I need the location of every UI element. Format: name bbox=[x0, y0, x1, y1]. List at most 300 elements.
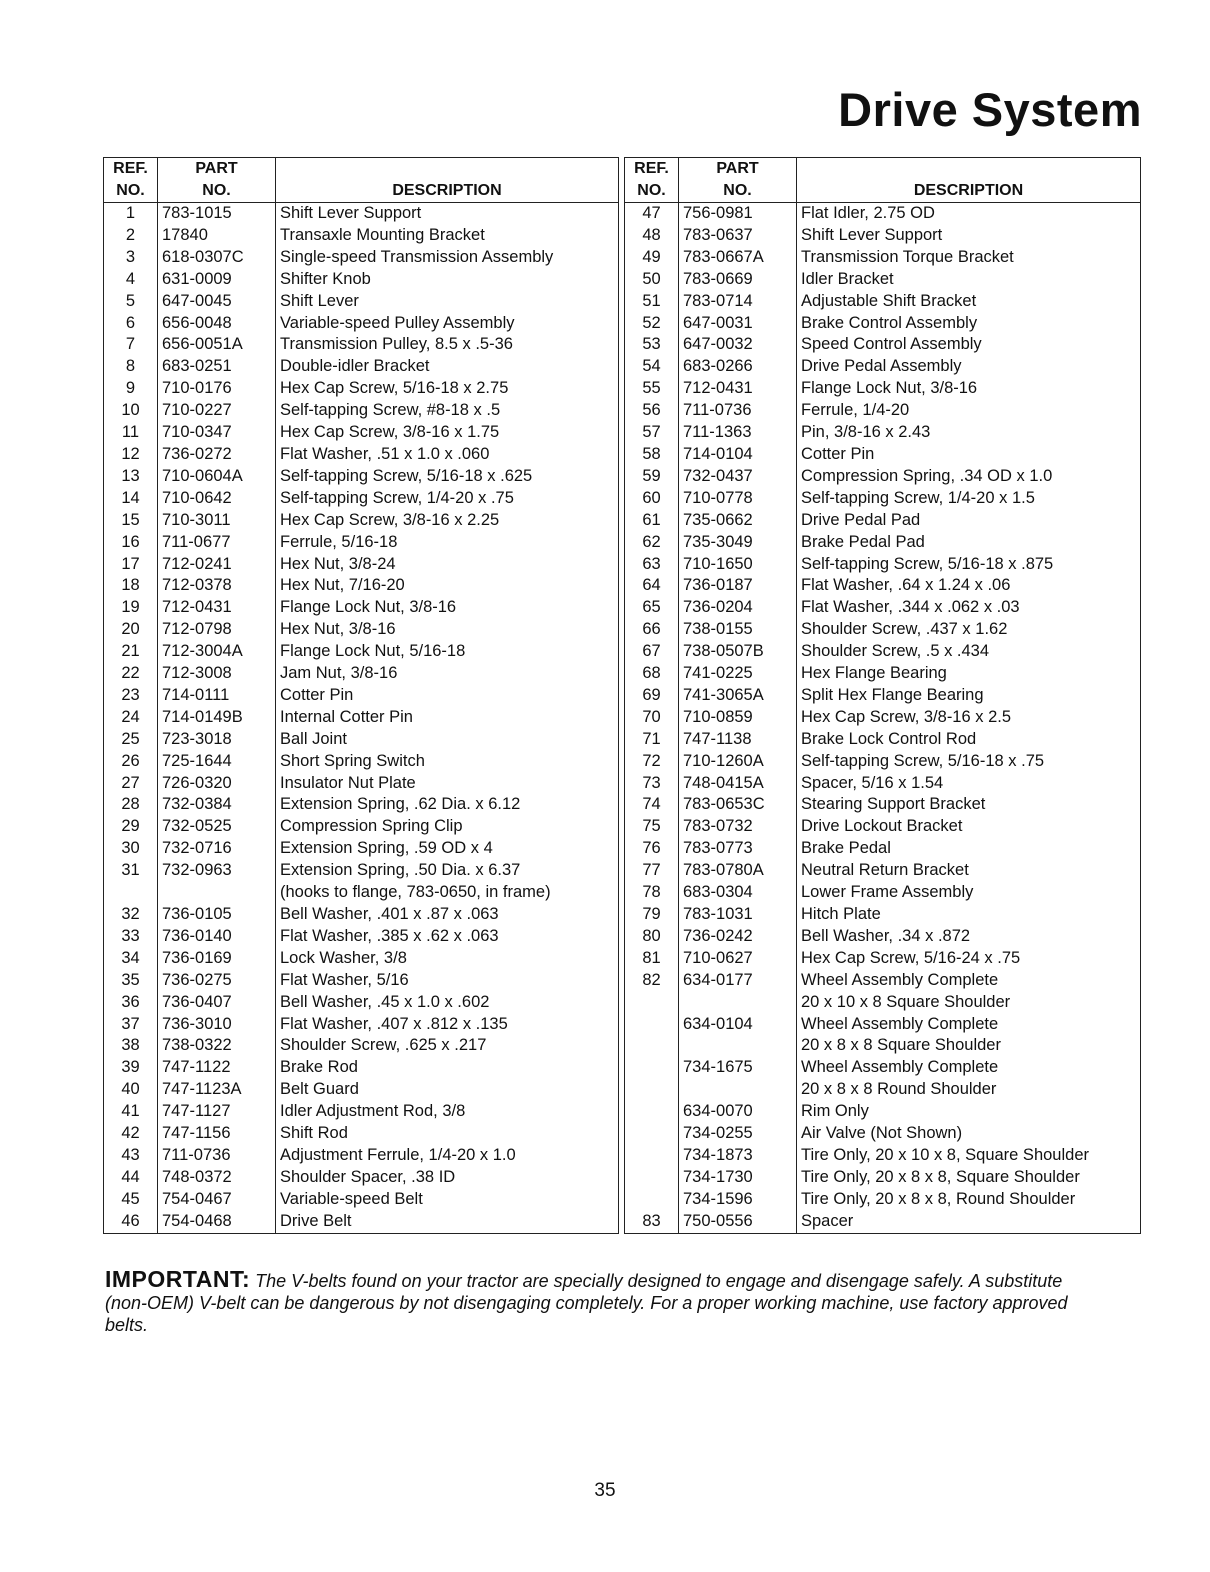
description-cell: Pin, 3/8-16 x 2.43 bbox=[797, 422, 1141, 444]
ref-cell: 54 bbox=[642, 357, 661, 376]
table-row bbox=[625, 225, 1141, 247]
table-row bbox=[625, 400, 1141, 422]
part-number-cell: 736-0187 bbox=[679, 575, 797, 597]
ref-cell: 63 bbox=[642, 554, 661, 573]
description-cell: Drive Pedal Assembly bbox=[797, 356, 1141, 378]
part-number-cell: 735-3049 bbox=[679, 532, 797, 554]
table-row bbox=[625, 882, 1141, 904]
part-number-cell: 712-0378 bbox=[158, 575, 276, 597]
ref-cell: 47 bbox=[642, 204, 661, 222]
part-number-cell: 710-0176 bbox=[158, 378, 276, 400]
page-number: 35 bbox=[594, 1480, 616, 1501]
description-cell: Tire Only, 20 x 10 x 8, Square Shoulder bbox=[797, 1145, 1141, 1167]
ref-cell: 20 bbox=[121, 620, 140, 639]
table-row bbox=[104, 794, 619, 816]
ref-cell: 3 bbox=[125, 247, 136, 266]
description-cell: Adjustment Ferrule, 1/4-20 x 1.0 bbox=[276, 1145, 619, 1167]
part-number-cell: 747-1138 bbox=[679, 729, 797, 751]
ref-cell: 25 bbox=[121, 729, 140, 748]
part-number-cell: 710-1260A bbox=[679, 751, 797, 773]
part-number-cell: 712-0431 bbox=[679, 378, 797, 400]
table-row bbox=[625, 575, 1141, 597]
part-number-cell: 17840 bbox=[158, 225, 276, 247]
ref-cell: 38 bbox=[121, 1036, 140, 1055]
header-part-line1: PART bbox=[195, 160, 238, 177]
description-cell: Flat Washer, .407 x .812 x .135 bbox=[276, 1014, 619, 1036]
ref-cell: 52 bbox=[642, 313, 661, 332]
ref-cell bbox=[625, 992, 679, 1014]
table-header-row bbox=[625, 158, 1141, 203]
part-number-cell: 732-0384 bbox=[158, 794, 276, 816]
description-cell: Air Valve (Not Shown) bbox=[797, 1123, 1141, 1145]
part-number-cell: 714-0111 bbox=[158, 685, 276, 707]
table-row bbox=[104, 291, 619, 313]
part-number-cell: 712-3008 bbox=[158, 663, 276, 685]
table-row bbox=[625, 247, 1141, 269]
table-row bbox=[625, 838, 1141, 860]
table-row bbox=[625, 444, 1141, 466]
ref-cell bbox=[625, 1035, 679, 1057]
description-cell: Drive Pedal Pad bbox=[797, 510, 1141, 532]
ref-cell: 50 bbox=[642, 269, 661, 288]
description-cell: Internal Cotter Pin bbox=[276, 707, 619, 729]
table-row bbox=[104, 1035, 619, 1057]
ref-cell: 81 bbox=[642, 948, 661, 967]
part-number-cell: 711-0677 bbox=[158, 532, 276, 554]
part-number-cell: 723-3018 bbox=[158, 729, 276, 751]
ref-cell: 71 bbox=[642, 729, 661, 748]
part-number-cell: 710-0642 bbox=[158, 488, 276, 510]
table-row bbox=[625, 1211, 1141, 1233]
part-number-cell: 736-0407 bbox=[158, 992, 276, 1014]
ref-cell: 61 bbox=[642, 510, 661, 529]
description-cell: Compression Spring, .34 OD x 1.0 bbox=[797, 466, 1141, 488]
header-part bbox=[158, 158, 276, 203]
ref-cell: 7 bbox=[125, 335, 136, 354]
part-number-cell: 738-0507B bbox=[679, 641, 797, 663]
ref-cell: 8 bbox=[125, 357, 136, 376]
table-row bbox=[625, 597, 1141, 619]
part-number-cell: 711-0736 bbox=[679, 400, 797, 422]
ref-cell: 64 bbox=[642, 576, 661, 595]
table-row bbox=[625, 992, 1141, 1014]
description-cell: Self-tapping Screw, 1/4-20 x .75 bbox=[276, 488, 619, 510]
ref-cell: 32 bbox=[121, 905, 140, 923]
header-description-label: DESCRIPTION bbox=[392, 182, 502, 199]
part-number-cell: 634-0177 bbox=[679, 970, 797, 992]
table-row bbox=[104, 356, 619, 378]
description-cell: Lock Washer, 3/8 bbox=[276, 948, 619, 970]
part-number-cell: 741-0225 bbox=[679, 663, 797, 685]
part-number-cell bbox=[158, 882, 276, 904]
ref-cell: 9 bbox=[125, 379, 136, 398]
part-number-cell: 710-3011 bbox=[158, 510, 276, 532]
ref-cell bbox=[625, 1123, 679, 1145]
ref-cell: 70 bbox=[642, 707, 661, 726]
ref-cell bbox=[625, 1079, 679, 1101]
table-row bbox=[625, 860, 1141, 882]
table-row bbox=[104, 882, 619, 904]
ref-cell: 12 bbox=[121, 444, 140, 463]
description-cell: Shift Lever Support bbox=[276, 203, 619, 225]
table-row bbox=[625, 532, 1141, 554]
header-part bbox=[679, 158, 797, 203]
table-row bbox=[104, 992, 619, 1014]
table-row bbox=[625, 269, 1141, 291]
table-row bbox=[625, 685, 1141, 707]
description-cell: Flange Lock Nut, 3/8-16 bbox=[797, 378, 1141, 400]
ref-cell: 58 bbox=[642, 444, 661, 463]
part-number-cell: 710-0604A bbox=[158, 466, 276, 488]
table-row bbox=[104, 838, 619, 860]
description-cell: Flange Lock Nut, 5/16-18 bbox=[276, 641, 619, 663]
part-number-cell: 747-1122 bbox=[158, 1057, 276, 1079]
ref-cell: 62 bbox=[642, 532, 661, 551]
ref-cell: 2 bbox=[125, 225, 136, 244]
description-cell: Extension Spring, .50 Dia. x 6.37 bbox=[276, 860, 619, 882]
description-cell: Stearing Support Bracket bbox=[797, 794, 1141, 816]
ref-cell: 65 bbox=[642, 598, 661, 617]
table-row bbox=[104, 575, 619, 597]
description-cell: Bell Washer, .401 x .87 x .063 bbox=[276, 904, 619, 926]
part-number-cell: 683-0266 bbox=[679, 356, 797, 378]
description-cell: Extension Spring, .59 OD x 4 bbox=[276, 838, 619, 860]
ref-cell: 59 bbox=[642, 466, 661, 485]
part-number-cell: 631-0009 bbox=[158, 269, 276, 291]
table-row bbox=[625, 1123, 1141, 1145]
table-row bbox=[104, 729, 619, 751]
ref-cell: 68 bbox=[642, 664, 661, 683]
description-cell: Shift Lever Support bbox=[797, 225, 1141, 247]
description-cell: Hex Nut, 7/16-20 bbox=[276, 575, 619, 597]
ref-cell bbox=[625, 1189, 679, 1211]
description-cell: Hex Cap Screw, 3/8-16 x 2.25 bbox=[276, 510, 619, 532]
part-number-cell: 710-0778 bbox=[679, 488, 797, 510]
ref-cell bbox=[625, 1014, 679, 1036]
part-number-cell: 712-3004A bbox=[158, 641, 276, 663]
parts-table-right-body bbox=[625, 203, 1141, 1234]
ref-cell: 26 bbox=[121, 751, 140, 770]
table-row bbox=[104, 1101, 619, 1123]
table-row bbox=[625, 948, 1141, 970]
ref-cell: 6 bbox=[125, 313, 136, 332]
description-cell: Split Hex Flange Bearing bbox=[797, 685, 1141, 707]
description-cell: Ferrule, 1/4-20 bbox=[797, 400, 1141, 422]
header-description bbox=[797, 158, 1141, 203]
table-row bbox=[104, 313, 619, 335]
part-number-cell: 734-0255 bbox=[679, 1123, 797, 1145]
description-cell: Ball Joint bbox=[276, 729, 619, 751]
ref-cell: 56 bbox=[642, 401, 661, 420]
description-cell: Single-speed Transmission Assembly bbox=[276, 247, 619, 269]
part-number-cell: 783-0732 bbox=[679, 816, 797, 838]
ref-cell: 11 bbox=[121, 423, 140, 442]
header-description-label: DESCRIPTION bbox=[913, 182, 1024, 199]
ref-cell: 51 bbox=[642, 291, 661, 310]
table-row bbox=[625, 378, 1141, 400]
ref-cell: 13 bbox=[121, 466, 140, 485]
ref-cell: 69 bbox=[642, 685, 661, 704]
table-row bbox=[625, 926, 1141, 948]
description-cell: 20 x 8 x 8 Square Shoulder bbox=[797, 1035, 1141, 1057]
part-number-cell: 736-0272 bbox=[158, 444, 276, 466]
description-cell: Spacer, 5/16 x 1.54 bbox=[797, 773, 1141, 795]
part-number-cell: 747-1127 bbox=[158, 1101, 276, 1123]
part-number-cell: 726-0320 bbox=[158, 773, 276, 795]
ref-cell: 42 bbox=[121, 1124, 140, 1143]
part-number-cell: 656-0048 bbox=[158, 313, 276, 335]
description-cell: Ferrule, 5/16-18 bbox=[276, 532, 619, 554]
table-row bbox=[625, 313, 1141, 335]
part-number-cell: 783-0667A bbox=[679, 247, 797, 269]
description-cell: Self-tapping Screw, 5/16-18 x .75 bbox=[797, 751, 1141, 773]
ref-cell: 40 bbox=[121, 1080, 140, 1099]
header-ref-line1: REF. bbox=[113, 160, 148, 177]
table-row bbox=[625, 1101, 1141, 1123]
part-number-cell: 683-0251 bbox=[158, 356, 276, 378]
page-title: Drive System bbox=[838, 83, 1142, 136]
part-number-cell: 736-3010 bbox=[158, 1014, 276, 1036]
table-row bbox=[625, 970, 1141, 992]
description-cell: Flange Lock Nut, 3/8-16 bbox=[276, 597, 619, 619]
table-row bbox=[625, 488, 1141, 510]
table-row bbox=[104, 532, 619, 554]
ref-cell: 39 bbox=[121, 1058, 140, 1077]
ref-cell: 60 bbox=[642, 488, 661, 507]
part-number-cell: 711-1363 bbox=[679, 422, 797, 444]
table-row bbox=[104, 510, 619, 532]
ref-cell bbox=[625, 1145, 679, 1167]
important-label: IMPORTANT: bbox=[105, 1266, 251, 1292]
description-cell: Bell Washer, .45 x 1.0 x .602 bbox=[276, 992, 619, 1014]
header-ref bbox=[104, 158, 158, 203]
part-number-cell: 732-0437 bbox=[679, 466, 797, 488]
table-row bbox=[104, 619, 619, 641]
part-number-cell: 736-0204 bbox=[679, 597, 797, 619]
ref-cell: 78 bbox=[642, 883, 661, 902]
table-row bbox=[625, 663, 1141, 685]
table-row bbox=[104, 641, 619, 663]
table-row bbox=[104, 334, 619, 356]
table-row bbox=[625, 707, 1141, 729]
table-row bbox=[104, 203, 619, 225]
part-number-cell: 735-0662 bbox=[679, 510, 797, 532]
description-cell: Short Spring Switch bbox=[276, 751, 619, 773]
description-cell: Wheel Assembly Complete bbox=[797, 970, 1141, 992]
table-row bbox=[625, 816, 1141, 838]
description-cell: Drive Lockout Bracket bbox=[797, 816, 1141, 838]
description-cell: Hex Flange Bearing bbox=[797, 663, 1141, 685]
description-cell: Brake Pedal bbox=[797, 838, 1141, 860]
ref-cell: 10 bbox=[121, 401, 140, 420]
part-number-cell: 748-0372 bbox=[158, 1167, 276, 1189]
ref-cell: 24 bbox=[121, 707, 140, 726]
description-cell: Bell Washer, .34 x .872 bbox=[797, 926, 1141, 948]
description-cell: Transmission Torque Bracket bbox=[797, 247, 1141, 269]
description-cell: Idler Adjustment Rod, 3/8 bbox=[276, 1101, 619, 1123]
header-description bbox=[276, 158, 619, 203]
description-cell: Brake Rod bbox=[276, 1057, 619, 1079]
part-number-cell: 736-0242 bbox=[679, 926, 797, 948]
ref-cell: 74 bbox=[642, 795, 661, 814]
table-row bbox=[625, 1014, 1141, 1036]
ref-cell bbox=[104, 882, 158, 904]
description-cell: Hitch Plate bbox=[797, 904, 1141, 926]
description-cell: Hex Cap Screw, 3/8-16 x 2.5 bbox=[797, 707, 1141, 729]
ref-cell: 83 bbox=[642, 1211, 661, 1230]
part-number-cell: 732-0963 bbox=[158, 860, 276, 882]
ref-cell: 15 bbox=[121, 510, 140, 529]
ref-cell: 14 bbox=[121, 488, 140, 507]
ref-cell: 1 bbox=[125, 204, 136, 222]
part-number-cell: 634-0070 bbox=[679, 1101, 797, 1123]
part-number-cell: 783-0669 bbox=[679, 269, 797, 291]
table-row bbox=[104, 751, 619, 773]
description-cell: Insulator Nut Plate bbox=[276, 773, 619, 795]
table-row bbox=[625, 422, 1141, 444]
description-cell: Flat Washer, .385 x .62 x .063 bbox=[276, 926, 619, 948]
table-row bbox=[104, 663, 619, 685]
ref-cell: 77 bbox=[642, 861, 661, 880]
description-cell: Variable-speed Pulley Assembly bbox=[276, 313, 619, 335]
part-number-cell: 747-1156 bbox=[158, 1123, 276, 1145]
part-number-cell: 736-0105 bbox=[158, 904, 276, 926]
table-row bbox=[104, 1123, 619, 1145]
part-number-cell: 714-0149B bbox=[158, 707, 276, 729]
table-row bbox=[625, 554, 1141, 576]
header-ref-line2: NO. bbox=[116, 182, 145, 199]
table-row bbox=[104, 247, 619, 269]
table-row bbox=[104, 597, 619, 619]
header-ref-line1: REF. bbox=[634, 160, 669, 177]
table-row bbox=[625, 729, 1141, 751]
header-part-line2: NO. bbox=[202, 182, 231, 199]
description-cell: Variable-speed Belt bbox=[276, 1189, 619, 1211]
description-cell: (hooks to flange, 783-0650, in frame) bbox=[276, 882, 619, 904]
ref-cell: 72 bbox=[642, 751, 661, 770]
part-number-cell: 783-1015 bbox=[158, 203, 276, 225]
part-number-cell bbox=[679, 1035, 797, 1057]
ref-cell: 17 bbox=[121, 554, 140, 573]
table-row bbox=[625, 1035, 1141, 1057]
part-number-cell: 712-0241 bbox=[158, 554, 276, 576]
description-cell: Shifter Knob bbox=[276, 269, 619, 291]
description-cell: Shift Rod bbox=[276, 1123, 619, 1145]
ref-cell: 55 bbox=[642, 379, 661, 398]
part-number-cell: 736-0140 bbox=[158, 926, 276, 948]
ref-cell: 49 bbox=[642, 247, 661, 266]
description-cell: Self-tapping Screw, 5/16-18 x .625 bbox=[276, 466, 619, 488]
part-number-cell: 734-1730 bbox=[679, 1167, 797, 1189]
part-number-cell bbox=[679, 1079, 797, 1101]
description-cell: Extension Spring, .62 Dia. x 6.12 bbox=[276, 794, 619, 816]
description-cell: Brake Control Assembly bbox=[797, 313, 1141, 335]
table-row bbox=[104, 948, 619, 970]
part-number-cell: 711-0736 bbox=[158, 1145, 276, 1167]
table-row bbox=[625, 334, 1141, 356]
part-number-cell: 736-0275 bbox=[158, 970, 276, 992]
table-row bbox=[625, 773, 1141, 795]
description-cell: Flat Idler, 2.75 OD bbox=[797, 203, 1141, 225]
ref-cell: 75 bbox=[642, 817, 661, 836]
table-row bbox=[104, 1014, 619, 1036]
table-row bbox=[625, 794, 1141, 816]
table-row bbox=[104, 378, 619, 400]
table-row bbox=[104, 269, 619, 291]
description-cell: Flat Washer, .64 x 1.24 x .06 bbox=[797, 575, 1141, 597]
description-cell: Wheel Assembly Complete bbox=[797, 1057, 1141, 1079]
ref-cell: 4 bbox=[125, 269, 136, 288]
table-row bbox=[104, 422, 619, 444]
ref-cell: 30 bbox=[121, 839, 140, 858]
part-number-cell: 710-0859 bbox=[679, 707, 797, 729]
ref-cell: 82 bbox=[642, 970, 661, 989]
part-number-cell: 712-0431 bbox=[158, 597, 276, 619]
important-text: The V-belts found on your tractor are specially designed to engage and disengage safely. A substitute (non-OEM) V-belt can be dangerous by not disengaging completely. For a proper working machine, use factory approved belts. bbox=[105, 1271, 1068, 1335]
ref-cell: 46 bbox=[121, 1211, 140, 1230]
part-number-cell: 647-0032 bbox=[679, 334, 797, 356]
table-row bbox=[104, 970, 619, 992]
table-row bbox=[104, 554, 619, 576]
part-number-cell: 712-0798 bbox=[158, 619, 276, 641]
description-cell: Hex Cap Screw, 5/16-18 x 2.75 bbox=[276, 378, 619, 400]
ref-cell: 41 bbox=[121, 1102, 140, 1121]
table-row bbox=[104, 444, 619, 466]
ref-cell: 73 bbox=[642, 773, 661, 792]
description-cell: Rim Only bbox=[797, 1101, 1141, 1123]
ref-cell: 53 bbox=[642, 335, 661, 354]
description-cell: Neutral Return Bracket bbox=[797, 860, 1141, 882]
description-cell: Compression Spring Clip bbox=[276, 816, 619, 838]
description-cell: Tire Only, 20 x 8 x 8, Square Shoulder bbox=[797, 1167, 1141, 1189]
description-cell: Brake Lock Control Rod bbox=[797, 729, 1141, 751]
part-number-cell: 683-0304 bbox=[679, 882, 797, 904]
description-cell: Self-tapping Screw, #8-18 x .5 bbox=[276, 400, 619, 422]
table-row bbox=[104, 400, 619, 422]
description-cell: Tire Only, 20 x 8 x 8, Round Shoulder bbox=[797, 1189, 1141, 1211]
part-number-cell: 734-1873 bbox=[679, 1145, 797, 1167]
table-row bbox=[625, 510, 1141, 532]
parts-table-right bbox=[624, 157, 1141, 1234]
part-number-cell: 710-0347 bbox=[158, 422, 276, 444]
ref-cell: 5 bbox=[125, 291, 136, 310]
ref-cell: 34 bbox=[121, 948, 140, 967]
table-row bbox=[625, 466, 1141, 488]
ref-cell: 79 bbox=[642, 905, 661, 923]
table-row bbox=[625, 291, 1141, 313]
table-row bbox=[104, 1145, 619, 1167]
description-cell: Cotter Pin bbox=[276, 685, 619, 707]
part-number-cell bbox=[679, 992, 797, 1014]
ref-cell: 27 bbox=[121, 773, 140, 792]
table-row bbox=[625, 1189, 1141, 1211]
description-cell: Transmission Pulley, 8.5 x .5-36 bbox=[276, 334, 619, 356]
description-cell: Lower Frame Assembly bbox=[797, 882, 1141, 904]
table-header-row bbox=[104, 158, 619, 203]
table-row bbox=[104, 488, 619, 510]
table-row bbox=[625, 904, 1141, 926]
table-row bbox=[104, 1079, 619, 1101]
description-cell: Double-idler Bracket bbox=[276, 356, 619, 378]
parts-table-left-body bbox=[104, 203, 619, 1234]
header-part-line2: NO. bbox=[723, 182, 752, 199]
part-number-cell: 736-0169 bbox=[158, 948, 276, 970]
header-part-line1: PART bbox=[716, 160, 759, 177]
description-cell: Cotter Pin bbox=[797, 444, 1141, 466]
description-cell: Hex Nut, 3/8-16 bbox=[276, 619, 619, 641]
table-row bbox=[625, 1145, 1141, 1167]
description-cell: Jam Nut, 3/8-16 bbox=[276, 663, 619, 685]
